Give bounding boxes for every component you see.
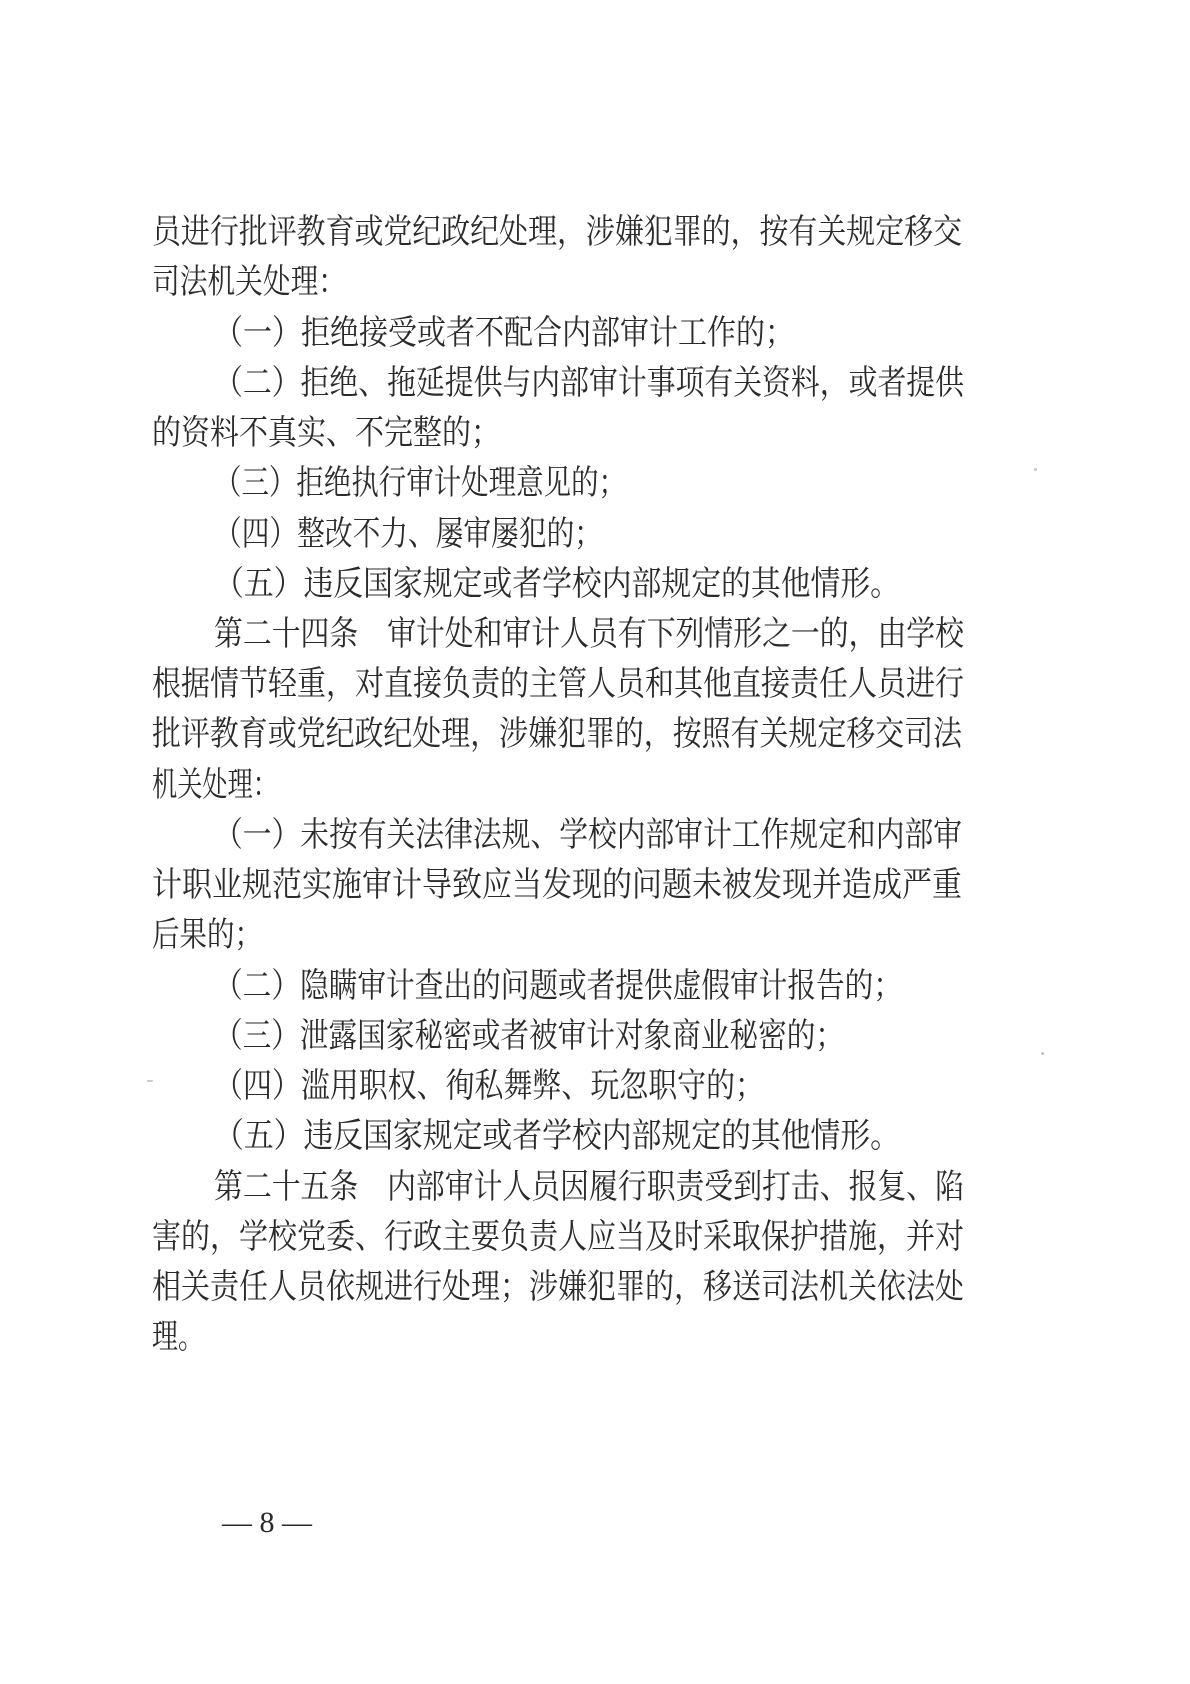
text-line: 批评教育或党纪政纪处理，涉嫌犯罪的，按照有关规定移交司法: [152, 714, 962, 754]
text-line: 后果的；: [152, 915, 262, 955]
text-line: 理。: [152, 1317, 204, 1357]
page-number: — 8 —: [222, 1506, 312, 1539]
text-line: 害的，学校党委、行政主要负责人应当及时采取保护措施，并对: [152, 1217, 964, 1257]
list-item: （五）违反国家规定或者学校内部规定的其他情形。: [214, 1116, 900, 1156]
text-line: 员进行批评教育或党纪政纪处理，涉嫌犯罪的，按有关规定移交: [152, 212, 962, 252]
list-item: （二）拒绝、拖延提供与内部审计事项有关资料，或者提供: [214, 363, 964, 403]
list-item: （五）违反国家规定或者学校内部规定的其他情形。: [214, 564, 900, 604]
text-line: 机关处理：: [152, 765, 278, 805]
text-line: 司法机关处理：: [152, 262, 346, 302]
scan-speck: [1034, 468, 1037, 471]
text-line: 相关责任人员依规进行处理；涉嫌犯罪的，移送司法机关依法处: [152, 1267, 964, 1307]
text-line: 计职业规范实施审计导致应当发现的问题未被发现并造成严重: [152, 865, 962, 905]
article-heading-line: 第二十四条 审计处和审计人员有下列情形之一的，由学校: [214, 614, 964, 654]
list-item: （二）隐瞒审计查出的问题或者提供虚假审计报告的；: [214, 966, 902, 1006]
list-item: （三）泄露国家秘密或者被审计对象商业秘密的；: [214, 1016, 844, 1056]
list-item: （一）未按有关法律法规、学校内部审计工作规定和内部审: [214, 815, 962, 855]
text-line: 的资料不真实、不完整的；: [152, 413, 500, 453]
text-line: 根据情节轻重，对直接负责的主管人员和其他直接责任人员进行: [152, 664, 964, 704]
list-item: （一）拒绝接受或者不配合内部审计工作的；: [214, 313, 794, 353]
scan-speck: [1041, 1052, 1044, 1055]
list-item: （四）滥用职权、徇私舞弊、玩忽职守的；: [214, 1066, 764, 1106]
article-heading-line: 第二十五条 内部审计人员因履行职责受到打击、报复、陷: [214, 1167, 964, 1207]
scan-speck: [147, 1080, 153, 1082]
list-item: （四）整改不力、屡审屡犯的；: [214, 514, 602, 554]
list-item: （三）拒绝执行审计处理意见的；: [214, 463, 626, 503]
